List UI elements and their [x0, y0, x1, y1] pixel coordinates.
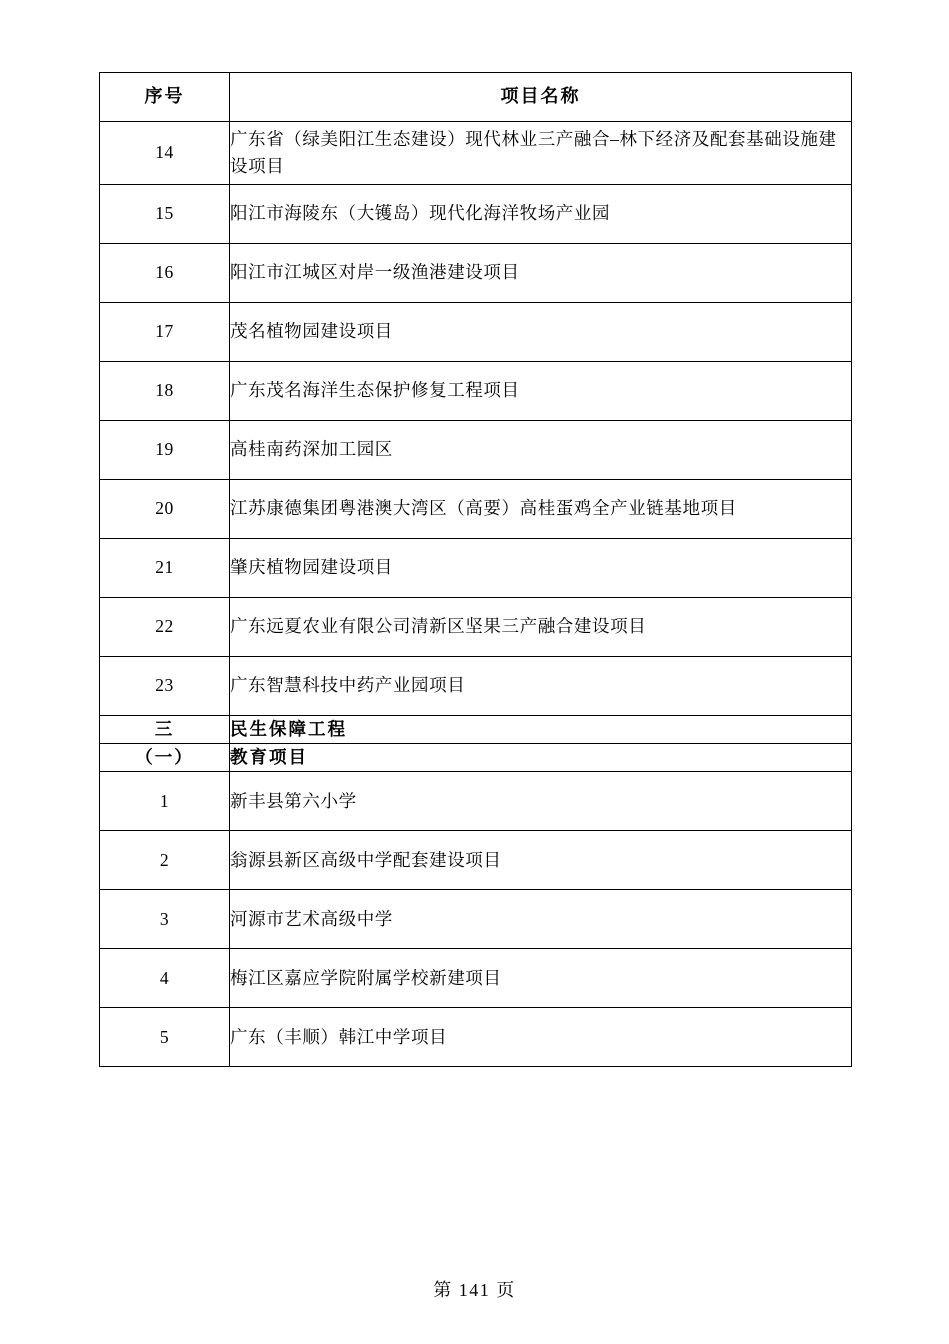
table-section-row: [100, 744, 852, 772]
row-name: 广东茂名海洋生态保护修复工程项目: [230, 361, 852, 420]
row-name: 阳江市海陵东（大镬岛）现代化海洋牧场产业园: [230, 184, 852, 243]
table-row: [100, 361, 852, 420]
table-row: [100, 420, 852, 479]
row-name: 教育项目: [230, 744, 852, 772]
row-no: 2: [100, 831, 230, 890]
row-name: 民生保障工程: [230, 715, 852, 743]
row-no: （一）: [100, 744, 230, 772]
table-row: [100, 597, 852, 656]
row-name: 广东省（绿美阳江生态建设）现代林业三产融合–林下经济及配套基础设施建设项目: [230, 121, 852, 184]
table-row: [100, 121, 852, 184]
row-no: 5: [100, 1008, 230, 1067]
row-no: 18: [100, 361, 230, 420]
row-name: 江苏康德集团粤港澳大湾区（高要）高桂蛋鸡全产业链基地项目: [230, 479, 852, 538]
row-name: 肇庆植物园建设项目: [230, 538, 852, 597]
row-name: 高桂南药深加工园区: [230, 420, 852, 479]
row-name: 广东（丰顺）韩江中学项目: [230, 1008, 852, 1067]
column-header-name: 项目名称: [230, 73, 852, 122]
table-header-row: [100, 73, 852, 122]
table-row: [100, 890, 852, 949]
row-no: 17: [100, 302, 230, 361]
row-name: 新丰县第六小学: [230, 772, 852, 831]
project-table: [99, 72, 852, 1067]
row-no: 4: [100, 949, 230, 1008]
row-no: 3: [100, 890, 230, 949]
table-row: [100, 538, 852, 597]
row-name: 阳江市江城区对岸一级渔港建设项目: [230, 243, 852, 302]
table-row: [100, 302, 852, 361]
row-name: 广东远夏农业有限公司清新区坚果三产融合建设项目: [230, 597, 852, 656]
table-row: [100, 772, 852, 831]
row-name: 梅江区嘉应学院附属学校新建项目: [230, 949, 852, 1008]
table-row: [100, 949, 852, 1008]
table-row: [100, 831, 852, 890]
row-no: 1: [100, 772, 230, 831]
table-row: [100, 1008, 852, 1067]
table-row: [100, 479, 852, 538]
row-no: 20: [100, 479, 230, 538]
row-no: 14: [100, 121, 230, 184]
table-row: [100, 243, 852, 302]
page-footer: 第 141 页: [433, 1280, 516, 1300]
table-section-row: [100, 715, 852, 743]
row-name: 翁源县新区高级中学配套建设项目: [230, 831, 852, 890]
table-row: [100, 184, 852, 243]
column-header-no: 序号: [100, 73, 230, 122]
table-row: [100, 656, 852, 715]
row-no: 22: [100, 597, 230, 656]
row-name: 广东智慧科技中药产业园项目: [230, 656, 852, 715]
row-name: 茂名植物园建设项目: [230, 302, 852, 361]
project-table-body: [100, 73, 852, 1067]
project-table-container: [99, 72, 851, 1067]
row-no: 16: [100, 243, 230, 302]
row-no: 三: [100, 715, 230, 743]
row-no: 23: [100, 656, 230, 715]
row-no: 15: [100, 184, 230, 243]
row-no: 21: [100, 538, 230, 597]
row-name: 河源市艺术高级中学: [230, 890, 852, 949]
row-no: 19: [100, 420, 230, 479]
